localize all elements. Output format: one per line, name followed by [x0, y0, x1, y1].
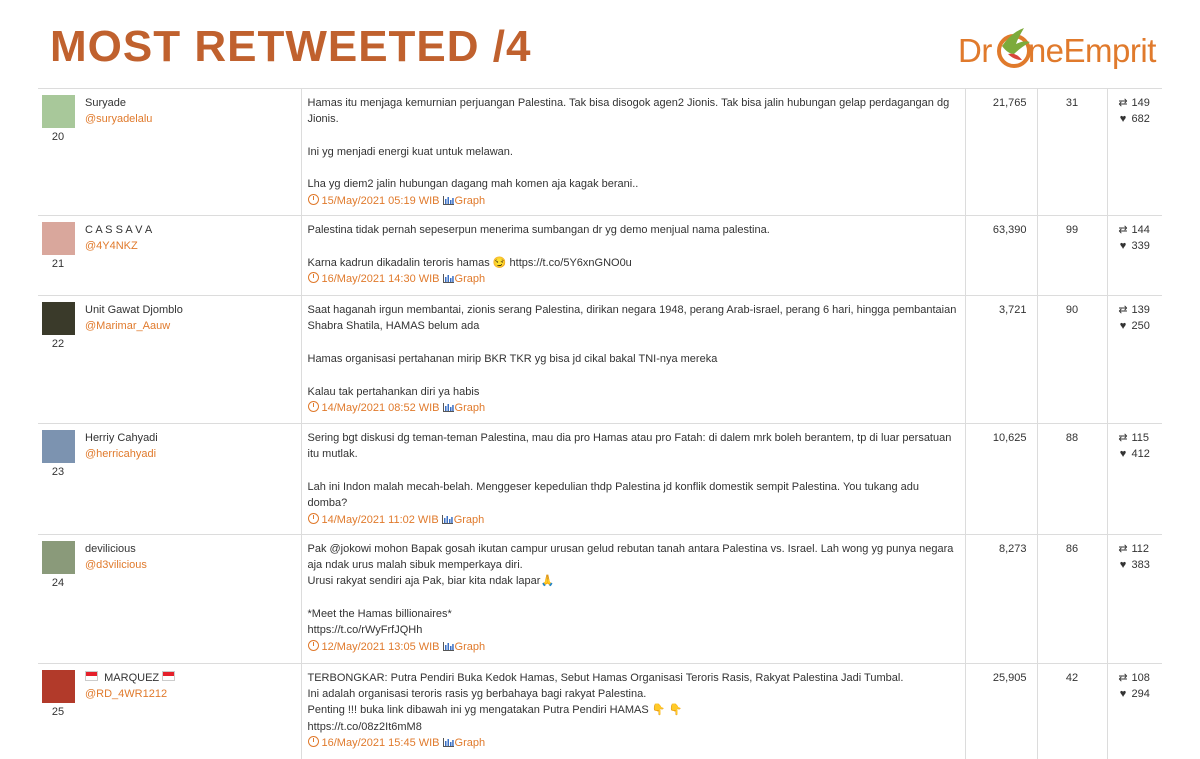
followers-count: 63,390: [992, 224, 1027, 237]
graph-link[interactable]: Graph: [454, 737, 486, 750]
retweet-count: 144: [1131, 224, 1150, 237]
followers-count: 10,625: [992, 432, 1027, 445]
retweet-count: 112: [1131, 542, 1150, 555]
avatar-cell: [38, 89, 79, 216]
user-name: Unit Gawat Djomblo: [85, 304, 183, 317]
like-count: 250: [1131, 320, 1150, 333]
indonesia-flag-icon: [85, 671, 98, 681]
user-handle-link[interactable]: @RD_4WR1212: [85, 688, 168, 701]
retweet-count: 139: [1131, 304, 1150, 317]
user-name: C A S S A V A: [85, 224, 153, 237]
avatar[interactable]: [42, 302, 75, 335]
followers-count: 21,765: [992, 97, 1027, 109]
engagement-cell: [1107, 216, 1162, 296]
heart-icon: ♥: [1119, 320, 1127, 333]
clock-icon: [308, 401, 319, 412]
tweet-text: Saat haganah irgun membantai, zionis serang Palestina, dirikan negara 1948, perang Arab-israel, perang 6 hari, hingga pembantaian Shabra Shatila, HAMAS belum ada Hamas organisasi pertahanan mirip BKR TKR yg bisa jd cikal bakal TNI-nya mereka Kalau tak pertahankan diri ya habis: [307, 304, 957, 398]
bar-chart-icon: [443, 274, 454, 283]
engagement-cell: [1107, 534, 1162, 663]
count-cell: [1037, 89, 1107, 216]
rank-number: 20: [51, 131, 65, 143]
bar-chart-icon: [443, 642, 454, 651]
heart-icon: ♥: [1119, 559, 1127, 572]
retweet-icon: ⇄: [1118, 304, 1128, 317]
rank-number: 22: [51, 338, 65, 351]
engagement-cell: [1107, 296, 1162, 424]
count-value: 99: [1065, 224, 1079, 237]
rank-number: 23: [51, 466, 65, 479]
user-handle-link[interactable]: @Marimar_Aauw: [85, 320, 171, 333]
logo-text-left: Dr: [958, 32, 992, 69]
tweet-row: [38, 534, 1162, 663]
user-name: MARQUEZ: [104, 671, 160, 684]
user-handle-link[interactable]: @herricahyadi: [85, 448, 157, 461]
like-count: 294: [1131, 688, 1150, 701]
user-cell: [79, 89, 301, 216]
engagement-cell: [1107, 663, 1162, 759]
tweet-date-link[interactable]: 12/May/2021 13:05 WIB: [321, 640, 440, 653]
bar-chart-icon: [442, 515, 453, 524]
tweet-cell: [301, 663, 965, 759]
user-cell: [79, 663, 301, 759]
tweet-row: [38, 89, 1162, 216]
retweet-count: 149: [1131, 97, 1150, 109]
avatar-cell: [38, 424, 79, 535]
avatar[interactable]: [42, 430, 75, 463]
count-value: 42: [1065, 671, 1079, 684]
count-value: 88: [1065, 432, 1079, 445]
tweet-text: Pak @jokowi mohon Bapak gosah ikutan campur urusan gelud rebutan tanah antara Palestina vs. Israel. Lah wong yg punya negara aja ndak urus malah sibuk memperkaya diri. Urusi rakyat sendiri aja Pak, biar kita ndak lapar🙏 *Meet the Hamas billionaires* https://t.co/rWyFrfJQHh: [307, 542, 954, 637]
bar-chart-icon: [443, 196, 454, 205]
retweet-icon: ⇄: [1118, 542, 1128, 555]
user-handle-link[interactable]: @4Y4NKZ: [85, 240, 138, 253]
clock-icon: [308, 736, 319, 747]
graph-link[interactable]: Graph: [453, 513, 485, 526]
indonesia-flag-icon: [162, 671, 175, 681]
rank-number: 24: [51, 576, 65, 589]
avatar[interactable]: [42, 95, 75, 128]
retweet-icon: ⇄: [1118, 97, 1128, 109]
rank-number: 21: [51, 258, 65, 271]
avatar-cell: [38, 534, 79, 663]
tweet-date-link[interactable]: 14/May/2021 08:52 WIB: [321, 401, 440, 414]
heart-icon: ♥: [1119, 688, 1127, 701]
graph-link[interactable]: Graph: [454, 401, 486, 414]
graph-link[interactable]: Graph: [454, 640, 486, 653]
tweet-text: Sering bgt diskusi dg teman-teman Palestina, mau dia pro Hamas atau pro Fatah: di dalem mrk boleh berantem, tp di luar persatuan itu mutlak. Lah ini Indon malah mecah-belah. Menggeser kepedulian thdp Palestina jd konflik domestik sempit Palestina. You tukang adu domba?: [307, 432, 952, 510]
user-handle-link[interactable]: @d3vilicious: [85, 559, 147, 572]
avatar[interactable]: [42, 541, 75, 574]
tweet-cell: [301, 296, 965, 424]
user-cell: [79, 296, 301, 424]
like-count: 383: [1131, 559, 1150, 572]
tweet-text: Hamas itu menjaga kemurnian perjuangan Palestina. Tak bisa disogok agen2 Jionis. Tak bisa jalin hubungan gelap perdagangan dg Jionis. Ini yg menjadi energi kuat untuk melawan. Lha yg diem2 jalin hubungan dagang mah komen aja kagak berani..: [307, 97, 950, 191]
like-count: 412: [1131, 448, 1150, 461]
rank-number: 25: [51, 705, 65, 718]
retweet-count: 108: [1131, 671, 1150, 684]
count-cell: [1037, 663, 1107, 759]
tweet-row: [38, 296, 1162, 424]
clock-icon: [308, 640, 319, 651]
tweet-cell: [301, 89, 965, 216]
count-value: 90: [1065, 304, 1079, 317]
tweet-date-link[interactable]: 16/May/2021 15:45 WIB: [321, 737, 440, 750]
user-name: devilicious: [85, 542, 136, 555]
avatar-cell: [38, 663, 79, 759]
tweet-cell: [301, 534, 965, 663]
bar-chart-icon: [443, 738, 454, 747]
bar-chart-icon: [443, 403, 454, 412]
logo-text-right: neEmprit: [1027, 32, 1156, 69]
clock-icon: [308, 272, 319, 283]
count-cell: [1037, 534, 1107, 663]
avatar[interactable]: [42, 222, 75, 255]
like-count: 339: [1131, 240, 1150, 253]
clock-icon: [308, 513, 319, 524]
avatar[interactable]: [42, 670, 75, 703]
tweet-text: TERBONGKAR: Putra Pendiri Buka Kedok Hamas, Sebut Hamas Organisasi Teroris Rasis, Rakyat Palestina Jadi Tumbal. Ini adalah organisasi teroris rasis yg berbahaya bagi rakyat Palestina. Penting !!! buka link dibawah ini yg mengatakan Putra Pendiri HAMAS 👇 👇 https://t.co/08z2It6mM8: [307, 671, 904, 733]
tweet-table: [38, 88, 1162, 759]
retweet-icon: ⇄: [1118, 224, 1128, 237]
heart-icon: ♥: [1119, 240, 1127, 253]
count-cell: [1037, 216, 1107, 296]
tweet-date-link[interactable]: 16/May/2021 14:30 WIB: [321, 272, 440, 285]
count-cell: [1037, 296, 1107, 424]
followers-cell: [965, 424, 1037, 535]
user-handle-link[interactable]: @suryadelalu: [85, 113, 153, 126]
drone-emprit-logo: [958, 22, 1168, 82]
user-name: Herriy Cahyadi: [85, 432, 158, 445]
avatar-cell: [38, 296, 79, 424]
engagement-cell: [1107, 424, 1162, 535]
followers-count: 25,905: [992, 671, 1027, 684]
followers-cell: [965, 216, 1037, 296]
engagement-cell: [1107, 89, 1162, 216]
retweet-count: 115: [1131, 432, 1150, 445]
followers-count: 8,273: [998, 542, 1027, 555]
user-cell: [79, 424, 301, 535]
tweet-date-link[interactable]: 14/May/2021 11:02 WIB: [321, 513, 439, 526]
graph-link[interactable]: Graph: [454, 272, 486, 285]
retweet-icon: ⇄: [1118, 432, 1128, 445]
heart-icon: ♥: [1119, 448, 1127, 461]
user-name: Suryade: [85, 97, 126, 109]
clock-icon: [308, 194, 319, 205]
tweet-date-link[interactable]: 15/May/2021 05:19 WIB: [321, 194, 440, 207]
tweet-row: [38, 663, 1162, 759]
tweet-cell: [301, 424, 965, 535]
tweet-row: [38, 216, 1162, 296]
followers-count: 3,721: [998, 304, 1027, 317]
followers-cell: [965, 89, 1037, 216]
tweet-cell: [301, 216, 965, 296]
avatar-cell: [38, 216, 79, 296]
graph-link[interactable]: Graph: [454, 194, 486, 207]
user-cell: [79, 216, 301, 296]
retweet-icon: ⇄: [1118, 671, 1128, 684]
followers-cell: [965, 296, 1037, 424]
followers-cell: [965, 534, 1037, 663]
tweet-text: Palestina tidak pernah sepeserpun menerima sumbangan dr yg demo menjual nama palestina. Karna kadrun dikadalin teroris hamas 😏 https://t.co/5Y6xnGNO0u: [307, 224, 770, 269]
count-value: 31: [1065, 97, 1079, 109]
count-cell: [1037, 424, 1107, 535]
drone-bird-icon: [994, 24, 1034, 76]
followers-cell: [965, 663, 1037, 759]
like-count: 682: [1131, 113, 1150, 126]
tweet-row: [38, 424, 1162, 535]
count-value: 86: [1065, 542, 1079, 555]
heart-icon: ♥: [1119, 113, 1127, 126]
page-title: MOST RETWEETED /4: [50, 22, 532, 71]
user-cell: [79, 534, 301, 663]
